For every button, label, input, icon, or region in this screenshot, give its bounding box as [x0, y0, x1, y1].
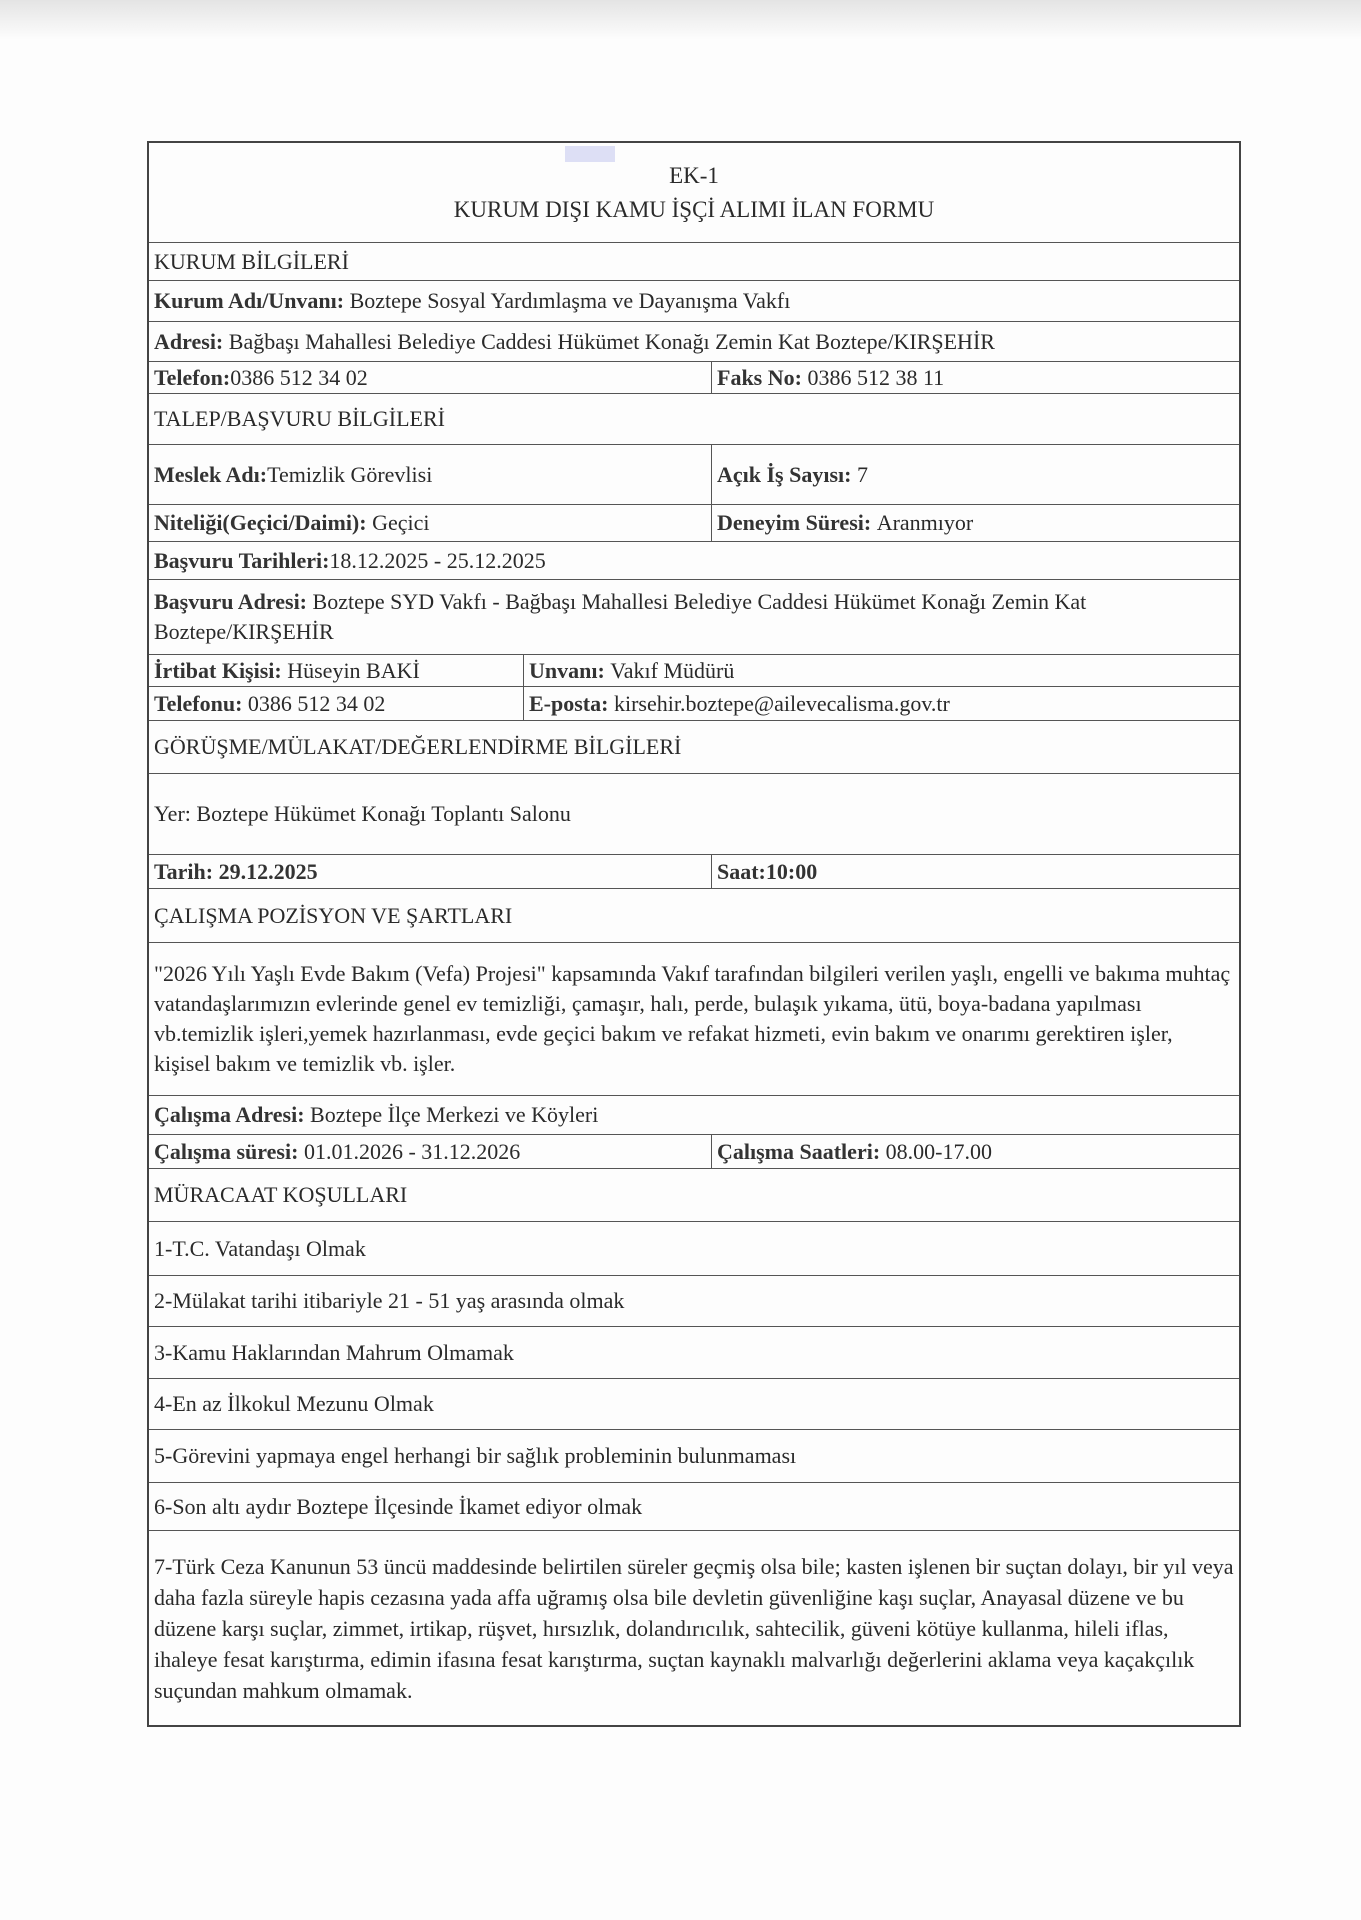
section-heading: TALEP/BAŞVURU BİLGİLERİ — [154, 406, 445, 431]
kurum-name: Boztepe Sosyal Yardımlaşma ve Dayanışma Vakfı — [349, 288, 791, 313]
field-label: Kurum Adı/Unvanı: — [154, 288, 345, 313]
contact-row — [149, 655, 1239, 687]
condition-text: 6-Son altı aydır Boztepe İlçesinde İkamet ediyor olmak — [154, 1493, 643, 1519]
section-muracaat — [149, 1169, 1239, 1222]
field-label: E-posta: — [529, 690, 609, 716]
condition-text: 3-Kamu Haklarından Mahrum Olmamak — [154, 1339, 514, 1365]
job-name: Temizlik Görevlisi — [267, 461, 433, 487]
field-label: Deneyim Süresi: — [717, 510, 872, 535]
description-row — [149, 943, 1239, 1096]
condition-text: 1-T.C. Vatandaşı Olmak — [154, 1235, 366, 1261]
contact-phone-row — [149, 687, 1239, 721]
field-label: Unvanı: — [529, 657, 605, 683]
application-dates: 18.12.2025 - 25.12.2025 — [329, 547, 546, 573]
field-label: Faks No: — [717, 364, 802, 390]
field-label: Çalışma Adresi: — [154, 1102, 305, 1127]
field-label: Telefon: — [154, 364, 231, 390]
interview-date: 29.12.2025 — [218, 858, 318, 884]
work-address-row — [149, 1096, 1239, 1135]
contact-person: Hüseyin BAKİ — [287, 657, 420, 683]
field-label: Çalışma Saatleri: — [717, 1138, 881, 1164]
section-talep — [149, 394, 1239, 445]
field-label: İrtibat Kişisi: — [154, 657, 282, 683]
job-nature: Geçici — [372, 510, 430, 535]
condition-item — [149, 1483, 1239, 1531]
kurum-address: Bağbaşı Mahallesi Belediye Caddesi Hükümet Konağı Zemin Kat Boztepe/KIRŞEHİR — [228, 328, 995, 354]
condition-text: 2-Mülakat tarihi itibariyle 21 - 51 yaş arasında olmak — [154, 1288, 625, 1313]
kurum-fax: 0386 512 38 11 — [807, 364, 945, 390]
field-label: Yer: — [154, 801, 191, 826]
section-calisma — [149, 889, 1239, 943]
condition-item — [149, 1327, 1239, 1379]
contact-phone: 0386 512 34 02 — [247, 690, 386, 716]
nature-row — [149, 505, 1239, 542]
field-label: Başvuru Tarihleri: — [154, 547, 330, 573]
application-address: Boztepe SYD Vakfı - Bağbaşı Mahallesi Belediye Caddesi Hükümet Konağı Zemin Kat Boztepe/KIRŞEHİR — [154, 589, 1087, 644]
work-period: 01.01.2026 - 31.12.2026 — [303, 1138, 521, 1164]
contact-title: Vakıf Müdürü — [610, 657, 735, 683]
experience: Aranmıyor — [876, 510, 974, 535]
period-row — [149, 1135, 1239, 1169]
section-gorusme — [149, 721, 1239, 774]
field-label: Tarih: — [154, 858, 214, 884]
field-label: Telefonu: — [154, 690, 243, 716]
interview-time: 10:00 — [765, 858, 818, 884]
field-label: Adresi: — [154, 328, 224, 354]
work-address: Boztepe İlçe Merkezi ve Köyleri — [310, 1102, 599, 1127]
field-label: Niteliği(Geçici/Daimi): — [154, 510, 367, 535]
app-address-row — [149, 580, 1239, 655]
condition-item — [149, 1531, 1239, 1725]
section-heading: GÖRÜŞME/MÜLAKAT/DEĞERLENDİRME BİLGİLERİ — [154, 734, 682, 759]
section-kurum — [149, 243, 1239, 281]
interview-place: Boztepe Hükümet Konağı Toplantı Salonu — [196, 801, 571, 826]
job-posting-form — [147, 141, 1241, 1727]
field-label: Açık İş Sayısı: — [717, 461, 852, 487]
condition-text: 7-Türk Ceza Kanunun 53 üncü maddesinde belirtilen süreler geçmiş olsa bile; kasten işlenen bir suçtan dolayı, bir yıl veya daha fazla süreyle hapis cezasına yada affa uğramış olsa bile devletin güvenliğine kaşı suçlar, Anayasal düzene ve bu düzene karşı suçlar, zimmet, irtikap, rüşvet, hırsızlık, dolandırıcılık, sahtecilik, güveni kötüye kullanma, hileli iflas, ihaleye fesat karıştırma, edimin ifasına fesat karıştırma, suçtan kaynaklı malvarlığı değerlerini aklama veya kaçakçılık suçundan mahkum olmamak. — [154, 1553, 1234, 1703]
openings-count: 7 — [856, 461, 868, 487]
condition-item — [149, 1222, 1239, 1276]
form-header — [149, 143, 1239, 243]
form-title: KURUM DIŞI KAMU İŞÇİ ALIMI İLAN FORMU — [453, 196, 935, 222]
section-heading: MÜRACAAT KOŞULLARI — [154, 1182, 408, 1207]
work-hours: 08.00-17.00 — [885, 1138, 992, 1164]
job-description: "2026 Yılı Yaşlı Evde Bakım (Vefa) Projesi" kapsamında Vakıf tarafından bilgileri verilen yaşlı, engelli ve bakıma muhtaç vatandaşlarımızın evlerinde genel ev temizliği, çamaşır, halı, perde, bulaşık yıkama, ütü, boya-badana yapılması vb.temizlik işleri,yemek hazırlanması, evde geçici bakım ve refakat hizmeti, evin bakım ve onarımı gerektiren işler, kişisel bakım ve temizlik vb. işler. — [154, 961, 1231, 1076]
condition-item — [149, 1276, 1239, 1327]
condition-text: 5-Görevini yapmaya engel herhangi bir sağlık probleminin bulunmaması — [154, 1443, 797, 1468]
kurum-name-row — [149, 281, 1239, 322]
kurum-phone: 0386 512 34 02 — [230, 364, 368, 390]
section-heading: KURUM BİLGİLERİ — [154, 248, 349, 274]
contact-email[interactable]: kirsehir.boztepe@ailevecalisma.gov.tr — [613, 690, 950, 716]
field-label: Saat: — [717, 858, 766, 884]
section-heading: ÇALIŞMA POZİSYON VE ŞARTLARI — [154, 902, 513, 928]
job-row — [149, 445, 1239, 505]
place-row — [149, 774, 1239, 855]
condition-text: 4-En az İlkokul Mezunu Olmak — [154, 1391, 434, 1416]
condition-item — [149, 1379, 1239, 1430]
field-label: Başvuru Adresi: — [154, 589, 308, 614]
scan-shadow — [0, 0, 1361, 40]
kurum-phone-row — [149, 362, 1239, 394]
field-label: Çalışma süresi: — [154, 1138, 299, 1164]
interview-date-row — [149, 855, 1239, 889]
field-label: Meslek Adı: — [154, 461, 268, 487]
kurum-address-row — [149, 322, 1239, 362]
dates-row — [149, 542, 1239, 580]
condition-item — [149, 1430, 1239, 1483]
annex-label: EK-1 — [669, 162, 719, 188]
